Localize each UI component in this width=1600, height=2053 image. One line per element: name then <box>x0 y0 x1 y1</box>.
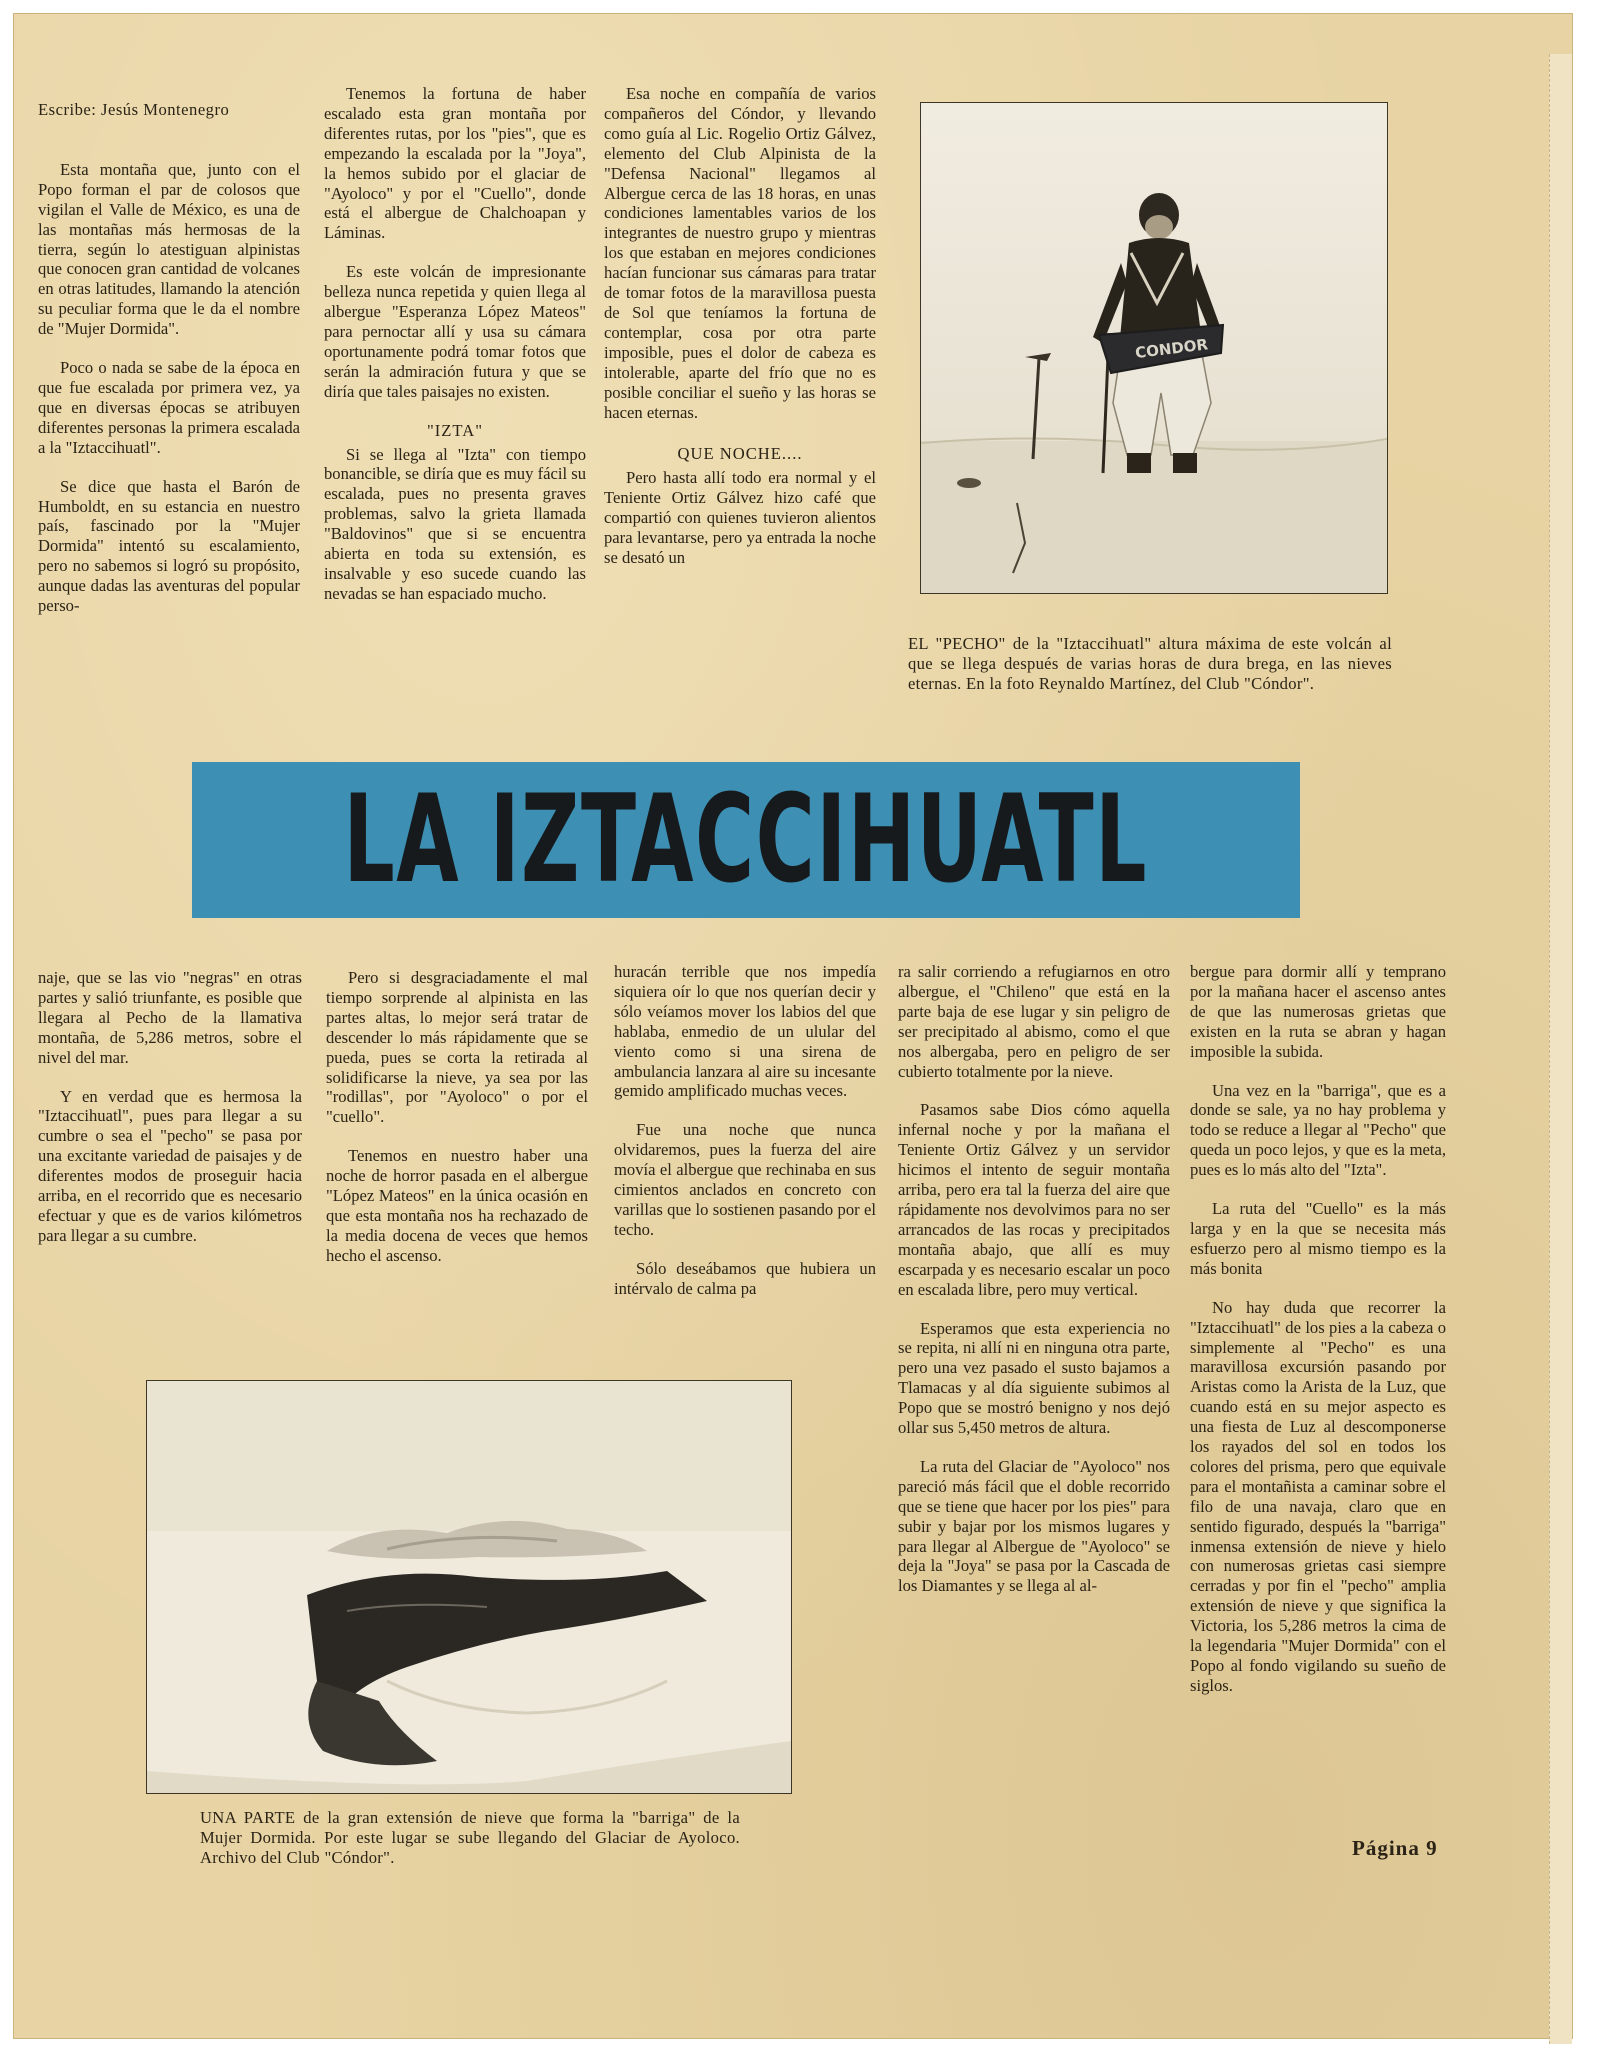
paragraph: naje, que se las vio "negras" en otras partes y salió triunfante, es posible que llegara al Pecho de la llamativa montaña, de 5,286 metros, sobre el nivel del mar. <box>38 968 302 1067</box>
pennant-label: CONDOR <box>1134 335 1209 363</box>
paragraph: La ruta del "Cuello" es la más larga y en la que se necesita más esfuerzo pero al mismo tiempo es la más bonita <box>1190 1199 1446 1278</box>
paragraph: No hay duda que recorrer la "Iztaccihuatl" de los pies a la cabeza o simplemente al "Pecho" es una maravillosa excursión pasando por Aristas como la Arista de la Luz, que cuando está en su mejor aspecto es una fiesta de Luz al descomponerse los rayados del sol en todos los colores del prisma, pero que equivale para el montañista a caminar sobre el filo de una navaja, claro que en sentido figurado, después la "barriga" inmensa extensión de nieve y hielo con numerosas grietas casi siempre cerradas y por fin el "pecho" amplia extensión de nieve y que significa la Victoria, los 5,286 metros la cima de la legendaria "Mujer Dormida" con el Popo al fondo vigilando su sueño de siglos. <box>1190 1297 1446 1695</box>
paragraph: Sólo deseábamos que hubiera un intérvalo de calma pa <box>614 1258 876 1298</box>
paragraph: Tenemos en nuestro haber una noche de horror pasada en el albergue "López Mateos" en la única ocasión en que esta montaña nos ha rechazado de la media docena de veces que hemos hecho el ascenso. <box>326 1146 588 1265</box>
top-column-1 <box>38 100 300 635</box>
paragraph: Esperamos que esta experiencia no se repita, ni allí ni en ninguna otra parte, pero una vez pasado el susto bajamos a Tlamacas y al día siguiente subimos al Popo que se mostró benigno y nos dejó ollar sus 5,450 metros de altura. <box>898 1318 1170 1438</box>
snowfield-photo-image <box>147 1381 791 1793</box>
paragraph: Poco o nada se sabe de la época en que fue escalada por primera vez, ya que en diversas épocas se atribuyen diferentes personas la primera escalada a la "Iztaccihuatl". <box>38 358 300 457</box>
paragraph: Pasamos sabe Dios cómo aquella infernal noche y por la mañana el Teniente Ortiz Gálvez y un servidor hicimos el intento de seguir montaña arriba, pero era tal la fuerza del aire que rápidamente nos devolvimos para no ser arrancados de las rocas y precipitados montaña abajo, que allí es muy escarpada y es necesario escalar un poco en escalada libre, pero muy vertical. <box>898 1100 1170 1299</box>
paragraph: Pero hasta allí todo era normal y el Teniente Ortiz Gálvez hizo café que compartió con quienes tuvieron alientos para levantarse, pero ya entrada la noche se desató un <box>604 468 876 567</box>
paragraph: Esa noche en compañía de varios compañeros del Cóndor, y llevando como guía al Lic. Rogelio Ortiz Gálvez, elemento del Club Alpinista de la "Defensa Nacional" llegamos al Albergue cerca de las 18 horas, en unas condiciones lamentables varios de los integrantes de nuestro grupo y mientras los que estaban en mejores condiciones hacían funcionar sus cámaras para tratar de tomar fotos de la maravillosa puesta de Sol que teníamos la fortuna de contemplar, cosa por otra parte imposible, pues el dolor de cabeza es intolerable, aparte del frío que no es posible conciliar el sueño y las horas se hacen eternas. <box>604 84 876 422</box>
bottom-column-5 <box>1190 962 1446 1715</box>
page-number: Página 9 <box>1352 1836 1438 1860</box>
climber-photo-image <box>921 103 1387 593</box>
paragraph: Una vez en la "barriga", que es a donde se sale, ya no hay problema y todo se reduce a llegar al "Pecho" que queda un poco lejos, y que es la meta, pues es lo más alto del "Izta". <box>1190 1080 1446 1180</box>
paragraph: huracán terrible que nos impedía siquiera oír lo que nos querían decir y sólo veíamos mover los labios del que hablaba, enmedio de un ulular del viento como si una sirena de ambulancia lanzara al aire su incesante gemido amplificado muchas veces. <box>614 962 876 1101</box>
paragraph: Pero si desgraciadamente el mal tiempo sorprende al alpinista en las partes altas, lo mejor será tratar de descender lo más rápidamente que se pueda, pues se corta la retirada al solidificarse la nieve, ya sea por las "rodillas", por "Ayoloco" o por el "cuello". <box>326 968 588 1127</box>
top-photo-caption: EL "PECHO" de la "Iztaccihuatl" altura máxima de este volcán al que se llega después de varias horas de dura brega, en las nieves eternas. En la foto Reynaldo Martínez, del Club "Cóndor". <box>908 634 1392 693</box>
article-title: LA IZTACCIHUATL <box>343 769 1149 911</box>
paragraph: Si se llega al "Izta" con tiempo bonancible, se diría que es muy fácil su escalada, pues no presenta graves problemas, salvo la grieta llamada "Baldovinos" que si se encuentra abierta en toda su extensión, es insalvable y eso sucede cuando las nevadas se han espaciado mucho. <box>324 444 586 603</box>
bottom-photo-snowfield <box>146 1380 792 1794</box>
paragraph: ra salir corriendo a refugiarnos en otro albergue, el "Chileno" que está en la parte baja de ese lugar y sin peligro de ser precipitado al abismo, como el que nos albergaba, pero en peligro de ser cubierto totalmente por la nieve. <box>898 962 1170 1081</box>
paragraph: Tenemos la fortuna de haber escalado esta gran montaña por diferentes rutas, por los "pies", que es empezando la escalada por la "Joya", la hemos subido por el glaciar de "Ayoloco" y por el "Cuello", donde está el albergue de Chalchoapan y Láminas. <box>324 84 586 243</box>
paragraph: La ruta del Glaciar de "Ayoloco" nos pareció más fácil que el doble recorrido que se tiene que hacer por los pies" para subir y bajar por los mismos lugares y para llegar al Albergue de "Ayoloco" se deja la "Joya" se pasa por la Cascada de los Diamantes y se llega al al- <box>898 1456 1170 1596</box>
bottom-column-2 <box>326 968 588 1285</box>
paragraph: Fue una noche que nunca olvidaremos, pues la fuerza del aire movía el albergue que rechinaba en sus cimientos anclados en concreto con varillas que lo sostienen pasando por el techo. <box>614 1120 876 1239</box>
subheading-que-noche: QUE NOCHE.... <box>677 444 803 464</box>
title-banner <box>192 762 1300 918</box>
byline: Escribe: Jesús Montenegro <box>38 100 230 119</box>
top-column-2 <box>324 84 586 623</box>
top-photo-climber <box>920 102 1388 594</box>
top-column-3 <box>604 84 876 587</box>
bottom-column-1 <box>38 968 302 1265</box>
torn-paper-edge <box>1549 54 1572 2044</box>
paragraph: bergue para dormir allí y temprano por la mañana hacer el ascenso antes de que las numerosas grietas que existen en la ruta se abran y hagan imposible la subida. <box>1190 962 1446 1061</box>
paragraph: Es este volcán de impresionante belleza nunca repetida y quien llega al albergue "Esperanza López Mateos" para pernoctar allí y usa su cámara oportunamente podrá tomar fotos que serán la admiración futura y que se diría que tales paisajes no existen. <box>324 262 586 401</box>
bottom-photo-caption: UNA PARTE de la gran extensión de nieve que forma la "barriga" de la Mujer Dormida. Por este lugar se sube llegando del Glaciar de Ayoloco. Archivo del Club "Cóndor". <box>200 1808 740 1867</box>
paragraph: Esta montaña que, junto con el Popo forman el par de colosos que vigilan el Valle de México, es una de las montañas más hermosas de la tierra, según lo atestiguan alpinistas que conocen gran cantidad de volcanes en otras latitudes, llamando la atención su peculiar forma que le da el nombre de "Mujer Dormida". <box>38 159 300 339</box>
bottom-column-3 <box>614 962 876 1318</box>
bottom-column-4 <box>898 962 1170 1615</box>
paragraph: Y en verdad que es hermosa la "Iztaccihuatl", pues para llegar a su cumbre o sea el "pecho" se pasa por una excitante variedad de paisajes y de diferentes modos de proseguir hacia arriba, en el recorrido que es necesario efectuar y que es de varios kilómetros para llegar a su cumbre. <box>38 1086 302 1245</box>
paragraph: Se dice que hasta el Barón de Humboldt, en su estancia en nuestro país, fascinado por la "Mujer Dormida" intentó su escalamiento, pero no sabemos si logró su propósito, aunque dadas las aventuras del popular perso- <box>38 476 300 616</box>
subheading-izta: "IZTA" <box>427 420 483 440</box>
